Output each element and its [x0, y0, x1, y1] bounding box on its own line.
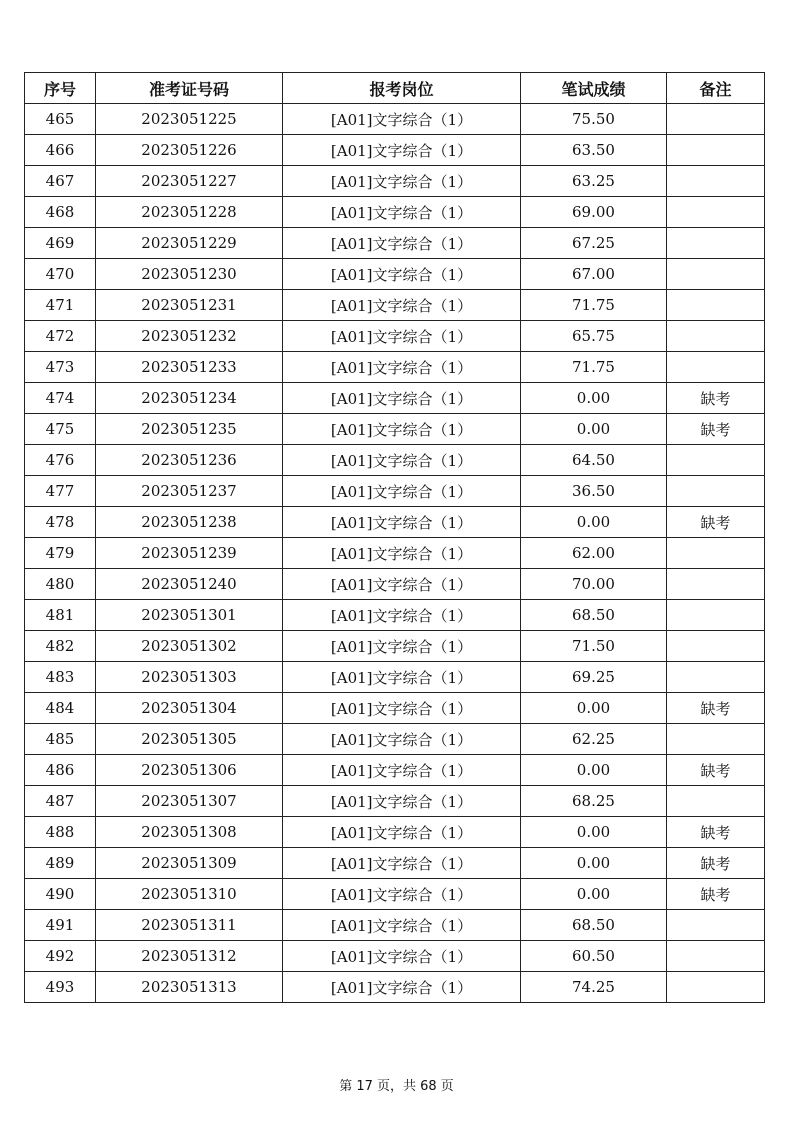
cell-remark: [667, 538, 765, 569]
cell-applied-position: [A01]文字综合（1）: [283, 166, 521, 197]
cell-applied-position: [A01]文字综合（1）: [283, 879, 521, 910]
cell-applied-position: [A01]文字综合（1）: [283, 786, 521, 817]
header-admission-ticket-number: 准考证号码: [96, 73, 283, 104]
cell-admission-ticket-number: 2023051234: [96, 383, 283, 414]
cell-applied-position: [A01]文字综合（1）: [283, 941, 521, 972]
cell-serial-number: 465: [25, 104, 96, 135]
cell-serial-number: 473: [25, 352, 96, 383]
cell-remark: [667, 104, 765, 135]
cell-serial-number: 487: [25, 786, 96, 817]
cell-applied-position: [A01]文字综合（1）: [283, 848, 521, 879]
cell-applied-position: [A01]文字综合（1）: [283, 259, 521, 290]
cell-written-score: 0.00: [521, 507, 667, 538]
table-row: [25, 817, 765, 848]
table-header-row: [25, 73, 765, 104]
table-row: [25, 662, 765, 693]
cell-remark: [667, 259, 765, 290]
cell-remark: 缺考: [667, 755, 765, 786]
cell-applied-position: [A01]文字综合（1）: [283, 135, 521, 166]
cell-remark: [667, 972, 765, 1003]
cell-serial-number: 488: [25, 817, 96, 848]
cell-remark: [667, 600, 765, 631]
cell-serial-number: 467: [25, 166, 96, 197]
cell-applied-position: [A01]文字综合（1）: [283, 972, 521, 1003]
cell-remark: [667, 662, 765, 693]
header-serial-number: 序号: [25, 73, 96, 104]
cell-admission-ticket-number: 2023051309: [96, 848, 283, 879]
cell-applied-position: [A01]文字综合（1）: [283, 755, 521, 786]
table-row: [25, 166, 765, 197]
cell-applied-position: [A01]文字综合（1）: [283, 662, 521, 693]
table-row: [25, 104, 765, 135]
cell-remark: [667, 166, 765, 197]
cell-written-score: 71.75: [521, 352, 667, 383]
cell-applied-position: [A01]文字综合（1）: [283, 352, 521, 383]
cell-remark: [667, 631, 765, 662]
cell-written-score: 70.00: [521, 569, 667, 600]
table-row: [25, 569, 765, 600]
cell-serial-number: 483: [25, 662, 96, 693]
cell-applied-position: [A01]文字综合（1）: [283, 383, 521, 414]
cell-serial-number: 489: [25, 848, 96, 879]
cell-admission-ticket-number: 2023051311: [96, 910, 283, 941]
table-row: [25, 693, 765, 724]
cell-applied-position: [A01]文字综合（1）: [283, 631, 521, 662]
cell-written-score: 0.00: [521, 879, 667, 910]
cell-remark: [667, 228, 765, 259]
table-row: [25, 383, 765, 414]
cell-serial-number: 472: [25, 321, 96, 352]
cell-written-score: 69.00: [521, 197, 667, 228]
cell-written-score: 69.25: [521, 662, 667, 693]
cell-written-score: 36.50: [521, 476, 667, 507]
cell-written-score: 0.00: [521, 693, 667, 724]
cell-remark: [667, 197, 765, 228]
cell-applied-position: [A01]文字综合（1）: [283, 290, 521, 321]
cell-applied-position: [A01]文字综合（1）: [283, 445, 521, 476]
cell-written-score: 62.00: [521, 538, 667, 569]
cell-serial-number: 480: [25, 569, 96, 600]
cell-serial-number: 477: [25, 476, 96, 507]
cell-written-score: 67.25: [521, 228, 667, 259]
page-number-footer: 第 17 页，共 68 页: [339, 1079, 454, 1094]
cell-applied-position: [A01]文字综合（1）: [283, 507, 521, 538]
cell-serial-number: 491: [25, 910, 96, 941]
cell-remark: [667, 321, 765, 352]
table-row: [25, 228, 765, 259]
cell-serial-number: 476: [25, 445, 96, 476]
cell-remark: 缺考: [667, 879, 765, 910]
cell-written-score: 63.50: [521, 135, 667, 166]
cell-written-score: 0.00: [521, 848, 667, 879]
cell-admission-ticket-number: 2023051228: [96, 197, 283, 228]
cell-admission-ticket-number: 2023051233: [96, 352, 283, 383]
table-row: [25, 197, 765, 228]
table-row: [25, 910, 765, 941]
cell-admission-ticket-number: 2023051307: [96, 786, 283, 817]
cell-admission-ticket-number: 2023051313: [96, 972, 283, 1003]
cell-serial-number: 471: [25, 290, 96, 321]
cell-serial-number: 484: [25, 693, 96, 724]
cell-written-score: 68.25: [521, 786, 667, 817]
cell-remark: [667, 724, 765, 755]
table-row: [25, 786, 765, 817]
cell-serial-number: 475: [25, 414, 96, 445]
cell-applied-position: [A01]文字综合（1）: [283, 910, 521, 941]
cell-applied-position: [A01]文字综合（1）: [283, 693, 521, 724]
cell-admission-ticket-number: 2023051308: [96, 817, 283, 848]
header-applied-position: 报考岗位: [283, 73, 521, 104]
table-row: [25, 414, 765, 445]
cell-written-score: 65.75: [521, 321, 667, 352]
cell-admission-ticket-number: 2023051240: [96, 569, 283, 600]
cell-admission-ticket-number: 2023051305: [96, 724, 283, 755]
cell-serial-number: 469: [25, 228, 96, 259]
cell-applied-position: [A01]文字综合（1）: [283, 104, 521, 135]
cell-written-score: 0.00: [521, 817, 667, 848]
cell-admission-ticket-number: 2023051301: [96, 600, 283, 631]
cell-admission-ticket-number: 2023051230: [96, 259, 283, 290]
cell-serial-number: 485: [25, 724, 96, 755]
cell-applied-position: [A01]文字综合（1）: [283, 321, 521, 352]
cell-applied-position: [A01]文字综合（1）: [283, 538, 521, 569]
cell-applied-position: [A01]文字综合（1）: [283, 197, 521, 228]
cell-admission-ticket-number: 2023051225: [96, 104, 283, 135]
cell-applied-position: [A01]文字综合（1）: [283, 228, 521, 259]
cell-admission-ticket-number: 2023051227: [96, 166, 283, 197]
table-row: [25, 941, 765, 972]
cell-admission-ticket-number: 2023051306: [96, 755, 283, 786]
table-row: [25, 135, 765, 166]
cell-serial-number: 482: [25, 631, 96, 662]
cell-written-score: 71.50: [521, 631, 667, 662]
table-row: [25, 631, 765, 662]
cell-written-score: 71.75: [521, 290, 667, 321]
cell-applied-position: [A01]文字综合（1）: [283, 569, 521, 600]
cell-serial-number: 490: [25, 879, 96, 910]
cell-serial-number: 479: [25, 538, 96, 569]
cell-written-score: 62.25: [521, 724, 667, 755]
table-row: [25, 879, 765, 910]
cell-remark: [667, 910, 765, 941]
cell-admission-ticket-number: 2023051226: [96, 135, 283, 166]
cell-written-score: 63.25: [521, 166, 667, 197]
cell-applied-position: [A01]文字综合（1）: [283, 414, 521, 445]
table-row: [25, 352, 765, 383]
cell-remark: [667, 476, 765, 507]
cell-written-score: 68.50: [521, 600, 667, 631]
table-row: [25, 724, 765, 755]
table-row: [25, 476, 765, 507]
cell-written-score: 74.25: [521, 972, 667, 1003]
header-written-score: 笔试成绩: [521, 73, 667, 104]
cell-serial-number: 481: [25, 600, 96, 631]
cell-admission-ticket-number: 2023051229: [96, 228, 283, 259]
cell-admission-ticket-number: 2023051236: [96, 445, 283, 476]
cell-admission-ticket-number: 2023051303: [96, 662, 283, 693]
cell-remark: 缺考: [667, 817, 765, 848]
cell-written-score: 64.50: [521, 445, 667, 476]
cell-remark: [667, 352, 765, 383]
cell-remark: [667, 445, 765, 476]
cell-remark: 缺考: [667, 414, 765, 445]
cell-written-score: 0.00: [521, 414, 667, 445]
cell-remark: 缺考: [667, 848, 765, 879]
table-row: [25, 507, 765, 538]
cell-written-score: 75.50: [521, 104, 667, 135]
cell-remark: 缺考: [667, 507, 765, 538]
cell-admission-ticket-number: 2023051235: [96, 414, 283, 445]
table-row: [25, 972, 765, 1003]
cell-serial-number: 474: [25, 383, 96, 414]
cell-serial-number: 478: [25, 507, 96, 538]
cell-applied-position: [A01]文字综合（1）: [283, 724, 521, 755]
cell-admission-ticket-number: 2023051310: [96, 879, 283, 910]
cell-admission-ticket-number: 2023051237: [96, 476, 283, 507]
cell-applied-position: [A01]文字综合（1）: [283, 817, 521, 848]
cell-admission-ticket-number: 2023051302: [96, 631, 283, 662]
cell-remark: [667, 135, 765, 166]
cell-remark: [667, 786, 765, 817]
cell-admission-ticket-number: 2023051231: [96, 290, 283, 321]
table-row: [25, 290, 765, 321]
table-row: [25, 600, 765, 631]
cell-serial-number: 470: [25, 259, 96, 290]
table-row: [25, 848, 765, 879]
cell-admission-ticket-number: 2023051238: [96, 507, 283, 538]
header-remark: 备注: [667, 73, 765, 104]
table-row: [25, 538, 765, 569]
cell-admission-ticket-number: 2023051304: [96, 693, 283, 724]
exam-score-table: [24, 72, 765, 1003]
cell-admission-ticket-number: 2023051239: [96, 538, 283, 569]
cell-written-score: 0.00: [521, 383, 667, 414]
cell-serial-number: 466: [25, 135, 96, 166]
cell-serial-number: 492: [25, 941, 96, 972]
cell-remark: [667, 290, 765, 321]
table-row: [25, 259, 765, 290]
table-row: [25, 755, 765, 786]
cell-serial-number: 493: [25, 972, 96, 1003]
cell-remark: [667, 941, 765, 972]
cell-applied-position: [A01]文字综合（1）: [283, 600, 521, 631]
table-body: [25, 104, 765, 1003]
cell-remark: [667, 569, 765, 600]
cell-serial-number: 468: [25, 197, 96, 228]
cell-written-score: 60.50: [521, 941, 667, 972]
cell-remark: 缺考: [667, 383, 765, 414]
cell-written-score: 68.50: [521, 910, 667, 941]
cell-admission-ticket-number: 2023051312: [96, 941, 283, 972]
cell-admission-ticket-number: 2023051232: [96, 321, 283, 352]
cell-serial-number: 486: [25, 755, 96, 786]
cell-remark: 缺考: [667, 693, 765, 724]
cell-written-score: 0.00: [521, 755, 667, 786]
table-row: [25, 321, 765, 352]
table-row: [25, 445, 765, 476]
cell-written-score: 67.00: [521, 259, 667, 290]
cell-applied-position: [A01]文字综合（1）: [283, 476, 521, 507]
